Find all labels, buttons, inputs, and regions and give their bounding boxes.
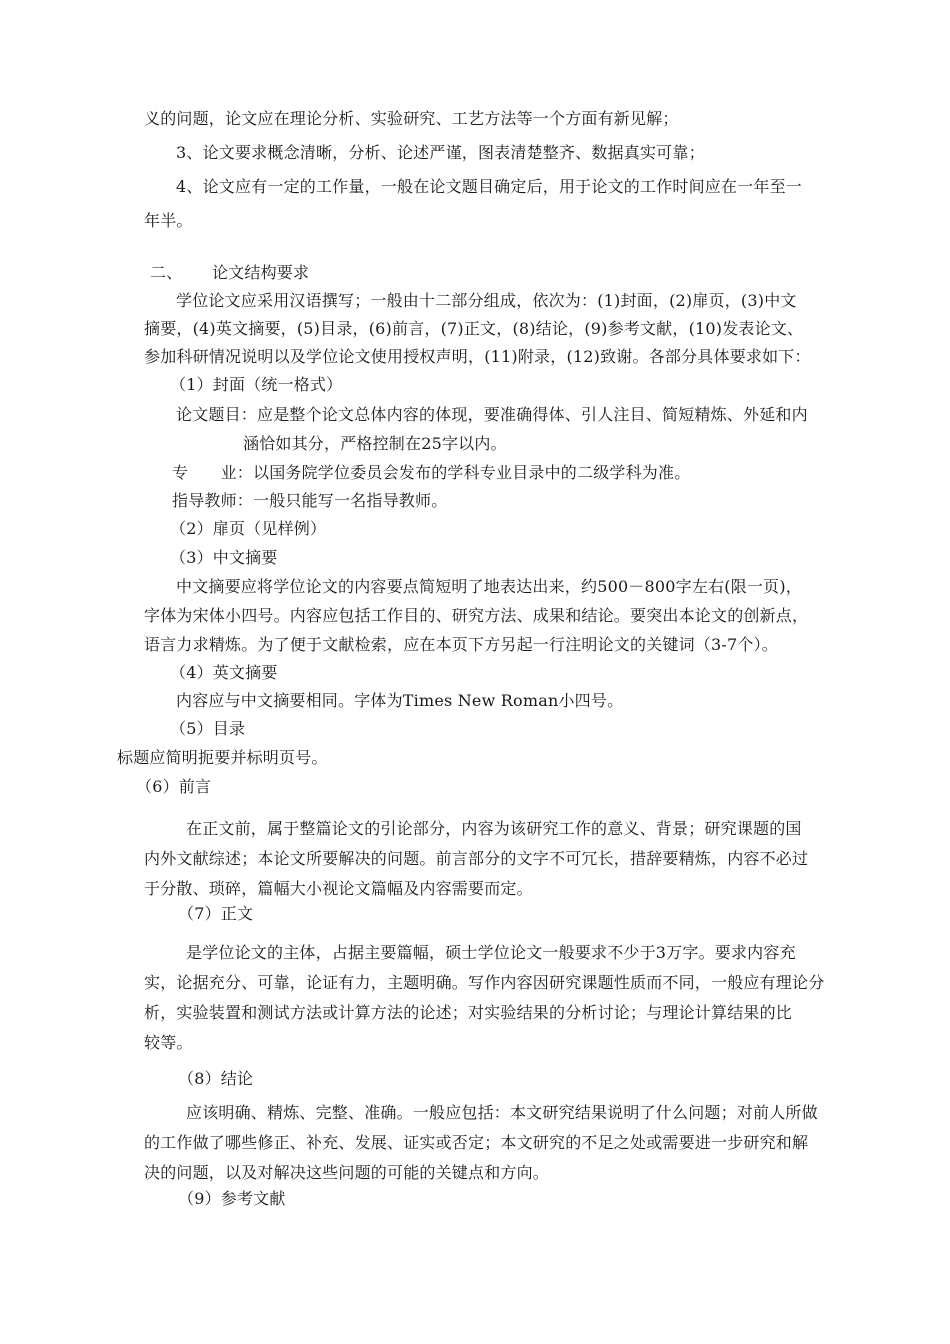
paragraph-line: 较等。 — [144, 1033, 193, 1052]
paragraph-line: 内容应与中文摘要相同。字体为Times New Roman小四号。 — [176, 691, 624, 710]
paragraph-line: 学位论文应采用汉语撰写；一般由十二部分组成，依次为：(1)封面，(2)扉页，(3)中文 — [176, 291, 797, 310]
subheading-chinese-abstract: （3）中文摘要 — [170, 548, 278, 567]
subheading-cover: （1）封面（统一格式） — [170, 375, 343, 394]
subheading-body: （7）正文 — [178, 904, 254, 923]
subheading-preface: （6）前言 — [136, 777, 212, 796]
paragraph-line: 中文摘要应将学位论文的内容要点简短明了地表达出来，约500－800字左右(限一页)， — [176, 577, 802, 596]
paragraph-line: 析，实验装置和测试方法或计算方法的论述；对实验结果的分析讨论；与理论计算结果的比 — [144, 1003, 793, 1022]
paragraph-line: 论文题目：应是整个论文总体内容的体现，要准确得体、引人注目、简短精炼、外延和内 — [176, 405, 808, 424]
paragraph-line: 的工作做了哪些修正、补充、发展、证实或否定；本文研究的不足之处或需要进一步研究和解 — [144, 1133, 809, 1152]
paragraph-line: 指导教师：一般只能写一名指导教师。 — [172, 491, 448, 510]
list-item-3: 3、论文要求概念清晰，分析、论述严谨，图表清楚整齐、数据真实可靠； — [176, 143, 705, 162]
subheading-title-page: （2）扉页（见样例） — [170, 519, 327, 538]
subheading-references: （9）参考文献 — [178, 1189, 286, 1208]
paragraph-line: 实，论据充分、可靠，论证有力，主题明确。写作内容因研究课题性质而不同，一般应有理论分 — [144, 973, 825, 992]
subheading-conclusion: （8）结论 — [178, 1069, 254, 1088]
paragraph-line: 语言力求精炼。为了便于文献检索，应在本页下方另起一行注明论文的关键词（3-7个）。 — [144, 635, 778, 654]
paragraph-line: 义的问题，论文应在理论分析、实验研究、工艺方法等一个方面有新见解； — [144, 109, 679, 128]
paragraph-line: 年半。 — [144, 211, 193, 230]
paragraph-line: 专 业：以国务院学位委员会发布的学科专业目录中的二级学科为准。 — [172, 463, 691, 482]
subheading-english-abstract: （4）英文摘要 — [170, 663, 278, 682]
section-number: 二、 — [150, 263, 183, 282]
paragraph-line: 决的问题，以及对解决这些问题的可能的关键点和方向。 — [144, 1163, 550, 1182]
paragraph-line: 应该明确、精炼、完整、准确。一般应包括：本文研究结果说明了什么问题；对前人所做 — [186, 1103, 818, 1122]
paragraph-line: 标题应简明扼要并标明页号。 — [117, 748, 328, 767]
paragraph-line: 摘要，(4)英文摘要，(5)目录，(6)前言，(7)正文，(8)结论，(9)参考文献，(10)发表论文、 — [144, 319, 804, 338]
paragraph-line: 在正文前，属于整篇论文的引论部分，内容为该研究工作的意义、背景；研究课题的国 — [186, 819, 802, 838]
section-heading: 论文结构要求 — [212, 263, 310, 282]
paragraph-line: 内外文献综述；本论文所要解决的问题。前言部分的文字不可冗长，措辞要精炼，内容不必过 — [144, 849, 809, 868]
paragraph-line: 是学位论文的主体，占据主要篇幅，硕士学位论文一般要求不少于3万字。要求内容充 — [186, 943, 796, 962]
paragraph-line: 参加科研情况说明以及学位论文使用授权声明，(11)附录，(12)致谢。各部分具体要求如下： — [144, 347, 811, 366]
list-item-4: 4、论文应有一定的工作量，一般在论文题目确定后，用于论文的工作时间应在一年至一 — [176, 177, 802, 196]
paragraph-line: 于分散、琐碎，篇幅大小视论文篇幅及内容需要而定。 — [144, 879, 533, 898]
paragraph-line: 字体为宋体小四号。内容应包括工作目的、研究方法、成果和结论。要突出本论文的创新点， — [144, 606, 809, 625]
subheading-contents: （5）目录 — [170, 719, 246, 738]
paragraph-line: 涵恰如其分，严格控制在25字以内。 — [243, 434, 507, 453]
